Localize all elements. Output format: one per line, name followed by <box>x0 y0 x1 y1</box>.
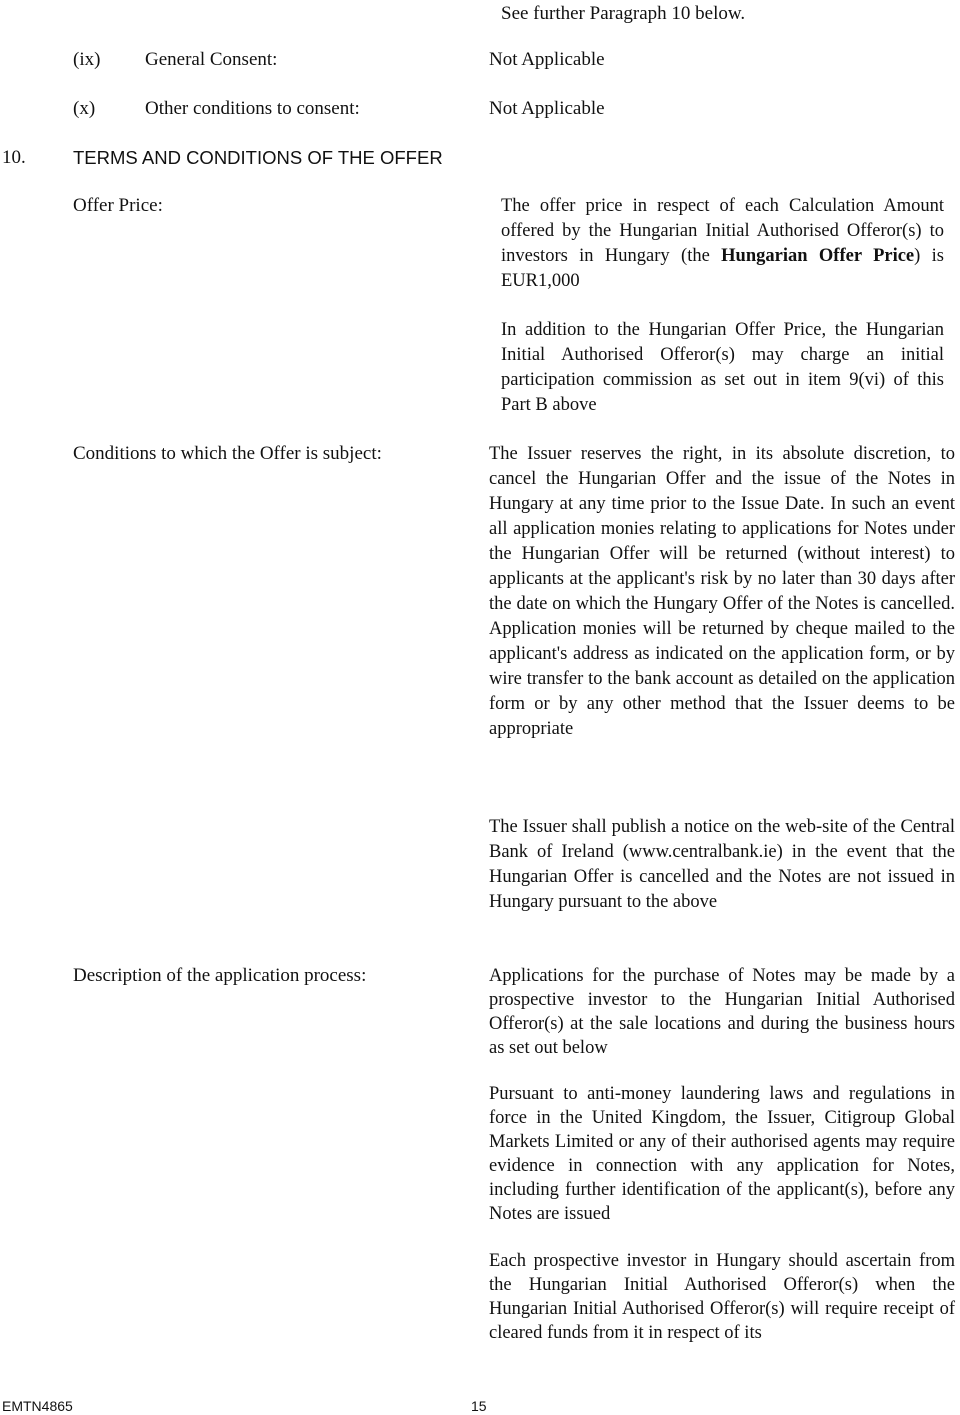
offer-price-label: Offer Price: <box>73 195 163 216</box>
conditions-label: Conditions to which the Offer is subject: <box>73 443 382 464</box>
footer-doc-id: EMTN4865 <box>2 1398 73 1414</box>
application-paragraph-1: Applications for the purchase of Notes may be made by a prospective investor to the Hungarian Initial Authorised Offeror(s) at the sale locations and during the business hours as set out below <box>489 966 955 1058</box>
item-x-value: Not Applicable <box>489 98 605 119</box>
top-note: See further Paragraph 10 below. <box>501 3 746 24</box>
offer-price-text-b: ) is EUR1,000 <box>501 246 945 291</box>
offer-price-text-a: The offer price in respect of each Calculation Amount offered by the Hungarian Initial Authorised Offeror(s) to investors in Hungary (the <box>501 196 944 266</box>
application-label: Description of the application process: <box>73 965 367 986</box>
offer-price-paragraph-1 <box>501 194 944 294</box>
conditions-paragraph-1: The Issuer reserves the right, in its absolute discretion, to cancel the Hungarian Offer and the issue of the Notes in Hungary at any time prior to the Issue Date. In such an event all application monies relating to applications for Notes under the Hungarian Offer will be returned (without interest) to applicants at the applicant's risk by no later than 30 days after the date on which the Hungary Offer of the Notes is cancelled. Application monies will be returned by cheque mailed to the applicant's address as indicated on the application form, or by wire transfer to the bank account as detailed on the application form or by any other method that the Issuer deems to be appropriate <box>489 444 955 739</box>
offer-price-paragraph-2: In addition to the Hungarian Offer Price, the Hungarian Initial Authorised Offeror(s) may charge an initial participation commission as set out in item 9(vi) of this Part B above <box>501 320 944 415</box>
section-title: TERMS AND CONDITIONS OF THE OFFER <box>73 147 443 168</box>
item-ix-label: General Consent: <box>145 49 278 70</box>
item-x-label: Other conditions to consent: <box>145 98 360 119</box>
item-ix-value: Not Applicable <box>489 49 605 70</box>
item-ix-number: (ix) <box>73 49 101 70</box>
application-paragraph-3: Each prospective investor in Hungary should ascertain from the Hungarian Initial Authorised Offeror(s) when the Hungarian Initial Authorised Offeror(s) will require receipt of cleared funds from it in respect of its <box>489 1251 955 1343</box>
section-number: 10. <box>2 147 26 168</box>
item-x-number: (x) <box>73 98 96 119</box>
footer-page-number: 15 <box>471 1398 487 1414</box>
conditions-paragraph-2: The Issuer shall publish a notice on the web-site of the Central Bank of Ireland (www.centralbank.ie) in the event that the Hungarian Offer is cancelled and the Notes are not issued in Hungary pursuant to the above <box>489 817 955 912</box>
offer-price-defined-term: Hungarian Offer Price <box>721 246 915 266</box>
application-paragraph-2: Pursuant to anti-money laundering laws and regulations in force in the United Kingdom, the Issuer, Citigroup Global Markets Limited or any of their authorised agents may require evidence in connection with any application for Notes, including further identification of the applicant(s), before any Notes are issued <box>489 1084 955 1224</box>
